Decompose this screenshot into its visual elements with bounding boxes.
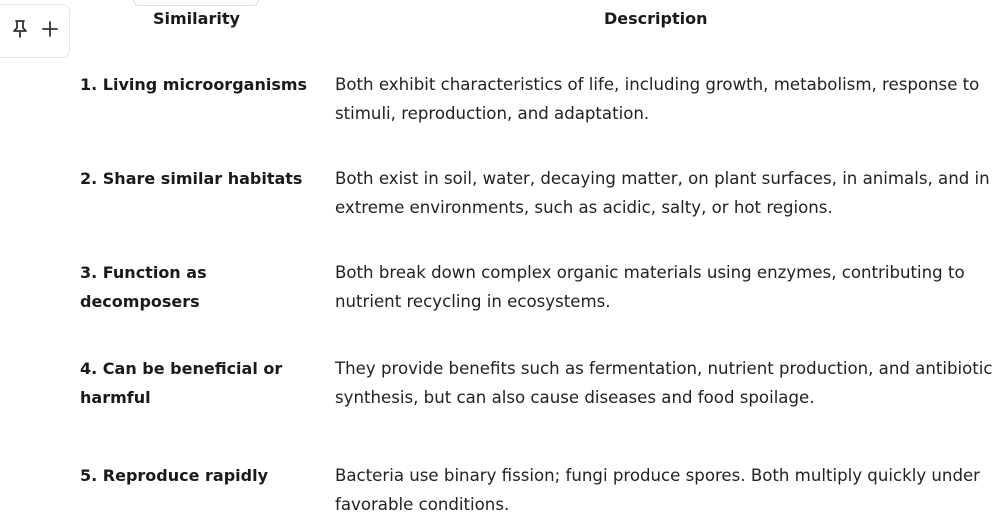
- floating-toolbar: [0, 4, 70, 58]
- tab-edge[interactable]: [133, 0, 259, 6]
- pin-button[interactable]: [7, 15, 33, 43]
- similarity-cell: 1. Living microorganisms: [80, 75, 308, 94]
- similarity-cell: 5. Reproduce rapidly: [80, 466, 269, 485]
- description-cell: They provide benefits such as fermentation, nutrient production, and antibiotic synthesis, but can also cause diseases and food spoilage.: [335, 359, 993, 407]
- description-cell: Both exist in soil, water, decaying matter, on plant surfaces, in animals, and in extreme environments, such as acidic, salty, or hot regions.: [335, 169, 990, 217]
- similarity-cell: 4. Can be beneficial or harmful: [80, 359, 283, 407]
- pin-icon: [11, 19, 29, 39]
- similarity-cell: 2. Share similar habitats: [80, 169, 303, 188]
- plus-icon: [41, 20, 59, 38]
- add-button[interactable]: [37, 15, 63, 43]
- header-similarity: Similarity: [153, 9, 240, 28]
- description-cell: Bacteria use binary fission; fungi produce spores. Both multiply quickly under favorable conditions.: [335, 466, 981, 514]
- header-description: Description: [604, 9, 708, 28]
- description-cell: Both break down complex organic materials using enzymes, contributing to nutrient recycling in ecosystems.: [335, 263, 965, 311]
- description-cell: Both exhibit characteristics of life, including growth, metabolism, response to stimuli, reproduction, and adaptation.: [335, 75, 980, 123]
- similarity-cell: 3. Function as decomposers: [80, 263, 207, 311]
